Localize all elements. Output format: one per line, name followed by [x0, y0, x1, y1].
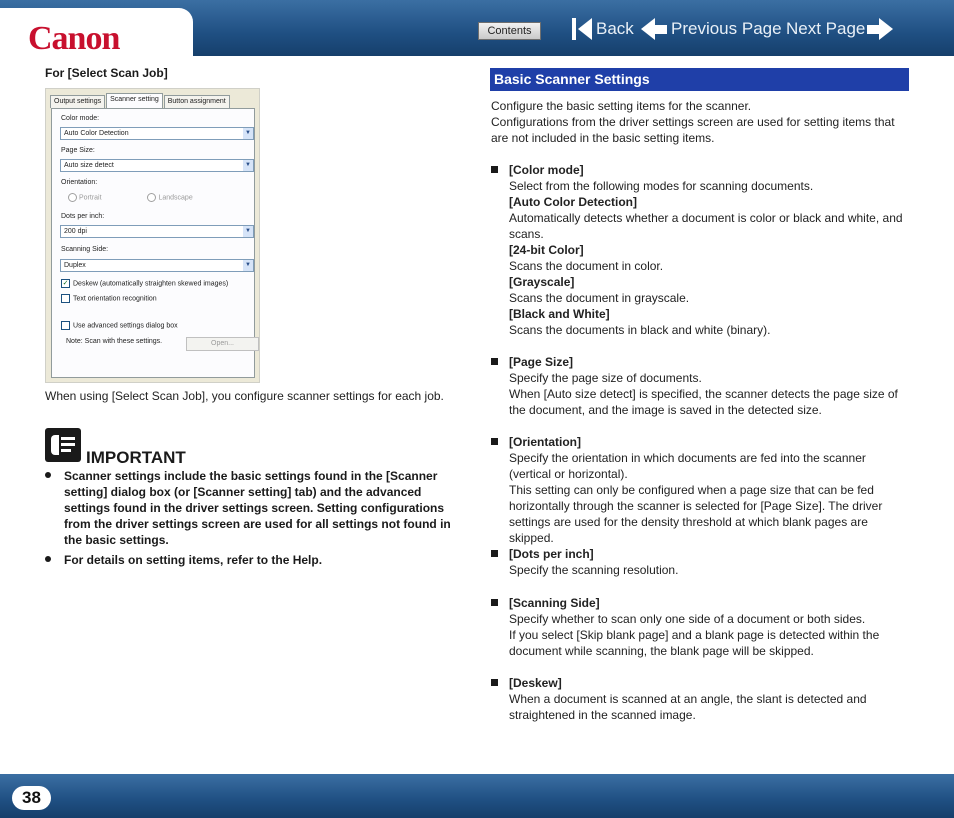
- scanning-side-label: Scanning Side:: [61, 246, 109, 253]
- black-white-desc: Scans the documents in black and white (binary).: [509, 323, 771, 337]
- advanced-settings-option[interactable]: [61, 321, 178, 330]
- portrait-label: Portrait: [79, 194, 102, 202]
- auto-color-heading: [Auto Color Detection]: [509, 195, 637, 209]
- dialog-caption: When using [Select Scan Job], you configure scanner settings for each job.: [45, 389, 444, 403]
- next-arrow-tail-icon: [867, 25, 879, 34]
- color-24bit-heading: [24-bit Color]: [509, 243, 584, 257]
- text-orientation-checkbox[interactable]: [61, 294, 70, 303]
- deskew-label: Deskew (automatically straighten skewed images): [73, 280, 229, 288]
- dialog-tabs: [50, 95, 231, 108]
- page-number: 38: [12, 786, 51, 810]
- deskew-heading: [Deskew]: [509, 676, 562, 690]
- footer-bar: [0, 774, 954, 818]
- dialog-panel: [51, 108, 255, 378]
- advanced-settings-checkbox[interactable]: [61, 321, 70, 330]
- deskew-section: [509, 675, 909, 723]
- next-arrow-icon: [879, 18, 893, 40]
- chevron-down-icon: ▼: [243, 260, 253, 271]
- page-size-section: [509, 354, 909, 418]
- page-size-heading: [Page Size]: [509, 355, 574, 369]
- section-label: For [Select Scan Job]: [45, 66, 168, 80]
- grayscale-desc: Scans the document in grayscale.: [509, 291, 690, 305]
- grayscale-heading: [Grayscale]: [509, 275, 575, 289]
- deskew-checkbox[interactable]: ✓: [62, 280, 69, 287]
- orientation-options: [66, 193, 193, 202]
- portrait-radio[interactable]: [68, 193, 77, 202]
- scanning-side-section: [509, 595, 909, 659]
- landscape-radio[interactable]: [147, 193, 156, 202]
- important-item-text: Scanner settings include the basic settings found in the [Scanner setting] dialog box (or [Scanner setting] tab) and the advanced settings found in the driver settings screen. Setting configurations from the driver settings screen are used for all settings not found in the basic settings.: [64, 469, 451, 547]
- dpi-value: 200 dpi: [64, 228, 87, 235]
- back-arrow-icon: [578, 18, 592, 40]
- page-size-desc-1: Specify the page size of documents.: [509, 371, 702, 385]
- landscape-label: Landscape: [158, 194, 193, 202]
- page-size-label: Page Size:: [61, 147, 95, 154]
- list-item: [45, 468, 465, 548]
- previous-page-button[interactable]: [641, 14, 782, 44]
- color-mode-section: [509, 162, 909, 338]
- back-button[interactable]: [572, 14, 634, 44]
- open-button[interactable]: Open...: [186, 337, 259, 351]
- dpi-select[interactable]: [60, 225, 254, 238]
- intro-line-1: Configure the basic setting items for the scanner.: [491, 99, 752, 113]
- bullet-icon: [45, 556, 51, 562]
- dpi-desc: Specify the scanning resolution.: [509, 563, 679, 577]
- scanning-side-desc-1: Specify whether to scan only one side of a document or both sides.: [509, 612, 866, 626]
- text-orientation-label: Text orientation recognition: [73, 295, 157, 303]
- color-mode-value: Auto Color Detection: [64, 130, 129, 137]
- chevron-down-icon: ▼: [243, 128, 253, 139]
- next-page-button[interactable]: [786, 14, 893, 44]
- orientation-label: Orientation:: [61, 179, 98, 186]
- important-item-text: For details on setting items, refer to the Help.: [64, 553, 323, 567]
- important-title: IMPORTANT: [86, 448, 186, 467]
- important-icon: [45, 428, 81, 462]
- page-size-select[interactable]: [60, 159, 254, 172]
- back-bar-icon: [572, 18, 576, 40]
- scanner-settings-dialog-image: [45, 88, 260, 383]
- deskew-option[interactable]: [61, 279, 228, 288]
- dpi-heading: [Dots per inch]: [509, 547, 594, 561]
- chevron-down-icon: ▼: [243, 226, 253, 237]
- orientation-desc-2: This setting can only be configured when a page size that can be fed horizontally through the scanner is selected for [Page Size]. The driver settings are used for the density threshold at which blank pages are skipped.: [509, 483, 883, 545]
- next-page-label: Next Page: [786, 19, 866, 38]
- color-24bit-desc: Scans the document in color.: [509, 259, 664, 273]
- black-white-heading: [Black and White]: [509, 307, 610, 321]
- orientation-heading: [Orientation]: [509, 435, 581, 449]
- bullet-icon: [45, 472, 51, 478]
- orientation-section: [509, 434, 909, 546]
- intro-line-2: Configurations from the driver settings screen are used for setting items that are not included in the basic setting items.: [491, 115, 895, 145]
- note-label: Note: Scan with these settings.: [66, 338, 163, 345]
- page-size-desc-2: When [Auto size detect] is specified, the scanner detects the page size of the document, and the image is saved in the detected size.: [509, 387, 898, 417]
- section-title: Basic Scanner Settings: [490, 68, 909, 91]
- chevron-down-icon: ▼: [243, 160, 253, 171]
- advanced-settings-label: Use advanced settings dialog box: [73, 322, 178, 330]
- back-label: Back: [596, 19, 634, 38]
- tab-scanner-setting[interactable]: Scanner setting: [106, 93, 163, 108]
- page-size-value: Auto size detect: [64, 162, 114, 169]
- dpi-label: Dots per inch:: [61, 213, 105, 220]
- dpi-section: [509, 546, 909, 578]
- bullet-icon: [491, 358, 498, 365]
- important-list: [45, 468, 465, 572]
- bullet-icon: [491, 438, 498, 445]
- scanning-side-desc-2: If you select [Skip blank page] and a blank page is detected within the document while scanning, the blank page will be skipped.: [509, 628, 880, 658]
- canon-logo: Canon: [28, 20, 120, 57]
- list-item: [45, 552, 465, 568]
- bullet-icon: [491, 166, 498, 173]
- scanning-side-value: Duplex: [64, 262, 86, 269]
- bullet-icon: [491, 550, 498, 557]
- tab-button-assignment[interactable]: Button assignment: [164, 95, 230, 108]
- bullet-icon: [491, 599, 498, 606]
- deskew-desc: When a document is scanned at an angle, the slant is detected and straightened in the scanned image.: [509, 692, 867, 722]
- scanning-side-heading: [Scanning Side]: [509, 596, 600, 610]
- tab-output-settings[interactable]: Output settings: [50, 95, 105, 108]
- intro-text: [491, 98, 909, 146]
- color-mode-label: Color mode:: [61, 115, 100, 122]
- bullet-icon: [491, 679, 498, 686]
- scanning-side-select[interactable]: [60, 259, 254, 272]
- previous-arrow-tail-icon: [655, 25, 667, 34]
- color-mode-desc: Select from the following modes for scanning documents.: [509, 179, 814, 193]
- color-mode-heading: [Color mode]: [509, 163, 584, 177]
- contents-button[interactable]: Contents: [478, 22, 541, 40]
- orientation-desc-1: Specify the orientation in which documents are fed into the scanner (vertical or horizontal).: [509, 451, 866, 481]
- previous-arrow-icon: [641, 18, 655, 40]
- color-mode-select[interactable]: [60, 127, 254, 140]
- previous-page-label: Previous Page: [671, 19, 782, 38]
- auto-color-desc: Automatically detects whether a document is color or black and white, and scans.: [509, 211, 903, 241]
- text-orientation-option[interactable]: [61, 294, 157, 303]
